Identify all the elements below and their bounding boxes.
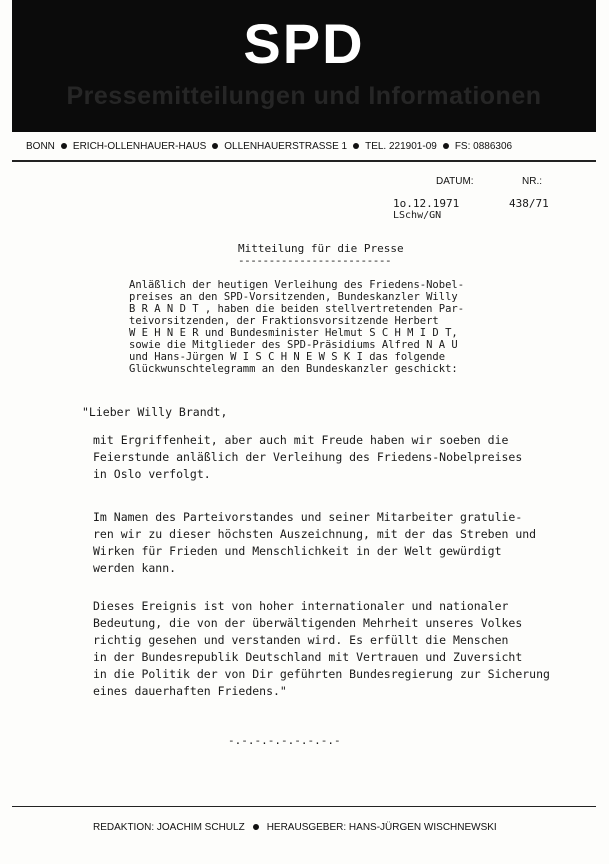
paragraph-line: in die Politik der von Dir geführten Bundesregierung zur Sicherung — [93, 667, 550, 681]
letterhead-subtitle: Pressemitteilungen und Informationen — [66, 82, 542, 110]
spd-logo: SPD — [243, 12, 365, 75]
paragraph-line: Feierstunde anläßlich der Verleihung des Friedens-Nobelpreises — [93, 450, 523, 464]
telegram-paragraph-3 — [93, 598, 573, 700]
intro-line: sowie die Mitglieder des SPD-Präsidiums Alfred N A U — [129, 339, 458, 351]
footer-publisher: HERAUSGEBER: HANS-JÜRGEN WISCHNEWSKI — [266, 822, 497, 833]
paragraph-line: Bedeutung, die von der überwältigenden Mehrheit unseres Volkes — [93, 616, 523, 630]
bullet-icon — [253, 824, 259, 830]
paragraph-line: in Oslo verfolgt. — [93, 467, 211, 481]
reference-code: LSchw/GN — [393, 210, 442, 221]
bullet-icon — [443, 143, 449, 149]
address-fax: FS: 0886306 — [454, 141, 513, 152]
address-line — [26, 141, 586, 152]
document-title: Mitteilung für die Presse — [238, 242, 404, 255]
paragraph-line: Wirken für Frieden und Menschlichkeit in der Welt gewürdigt — [93, 544, 502, 558]
paragraph-line: Im Namen des Parteivorstandes und seiner Mitarbeiter gratulie- — [93, 510, 523, 524]
intro-line: teivorsitzenden, der Fraktionsvorsitzende Herbert — [129, 315, 439, 327]
intro-line: W E H N E R und Bundesminister Helmut S C H M I D T, — [129, 327, 458, 339]
paragraph-line: richtig gesehen und verstanden wird. Es erfüllt die Menschen — [93, 633, 509, 647]
title-underline: ------------------------- — [238, 254, 392, 267]
bullet-icon — [212, 143, 218, 149]
paragraph-line: mit Ergriffenheit, aber auch mit Freude haben wir soeben die — [93, 433, 509, 447]
address-street: OLLENHAUERSTRASSE 1 — [224, 141, 348, 152]
telegram-paragraph-2 — [93, 509, 573, 577]
footer-editor: REDAKTION: JOACHIM SCHULZ — [93, 822, 245, 833]
date-value: 1o.12.1971 — [393, 197, 460, 210]
intro-line: B R A N D T , haben die beiden stellvertretenden Par- — [129, 303, 465, 315]
bullet-icon — [353, 143, 359, 149]
paragraph-line: Dieses Ereignis ist von hoher internationaler und nationaler — [93, 599, 509, 613]
telegram-paragraph-1 — [93, 432, 573, 483]
address-building: ERICH-OLLENHAUER-HAUS — [72, 141, 207, 152]
intro-line: preises an den SPD-Vorsitzenden, Bundeskanzler Willy — [129, 291, 458, 303]
bullet-icon — [61, 143, 67, 149]
intro-line: Anläßlich der heutigen Verleihung des Friedens-Nobel- — [129, 279, 465, 291]
intro-paragraph — [129, 279, 549, 375]
paragraph-line: in der Bundesrepublik Deutschland mit Vertrauen und Zuversicht — [93, 650, 523, 664]
intro-line: Glückwunschtelegramm an den Bundeskanzler geschickt: — [129, 363, 458, 375]
letterhead-banner — [12, 0, 596, 132]
address-phone: TEL. 221901-09 — [365, 141, 437, 152]
paragraph-line: eines dauerhaften Friedens." — [93, 684, 287, 698]
footer-line — [93, 822, 573, 833]
closing-separator: -.-.-.-.-.-.-.-.- — [228, 734, 341, 747]
header-divider — [12, 160, 596, 162]
address-city: BONN — [26, 141, 55, 152]
release-number: 438/71 — [509, 197, 549, 210]
datum-label: DATUM: — [436, 176, 474, 187]
telegram-greeting: "Lieber Willy Brandt, — [82, 405, 228, 419]
paragraph-line: ren wir zu dieser höchsten Auszeichnung, mit der das Streben und — [93, 527, 537, 541]
nr-label: NR.: — [522, 176, 542, 187]
footer-divider — [12, 806, 596, 807]
intro-line: und Hans-Jürgen W I S C H N E W S K I das folgende — [129, 351, 446, 363]
paragraph-line: werden kann. — [93, 561, 177, 575]
